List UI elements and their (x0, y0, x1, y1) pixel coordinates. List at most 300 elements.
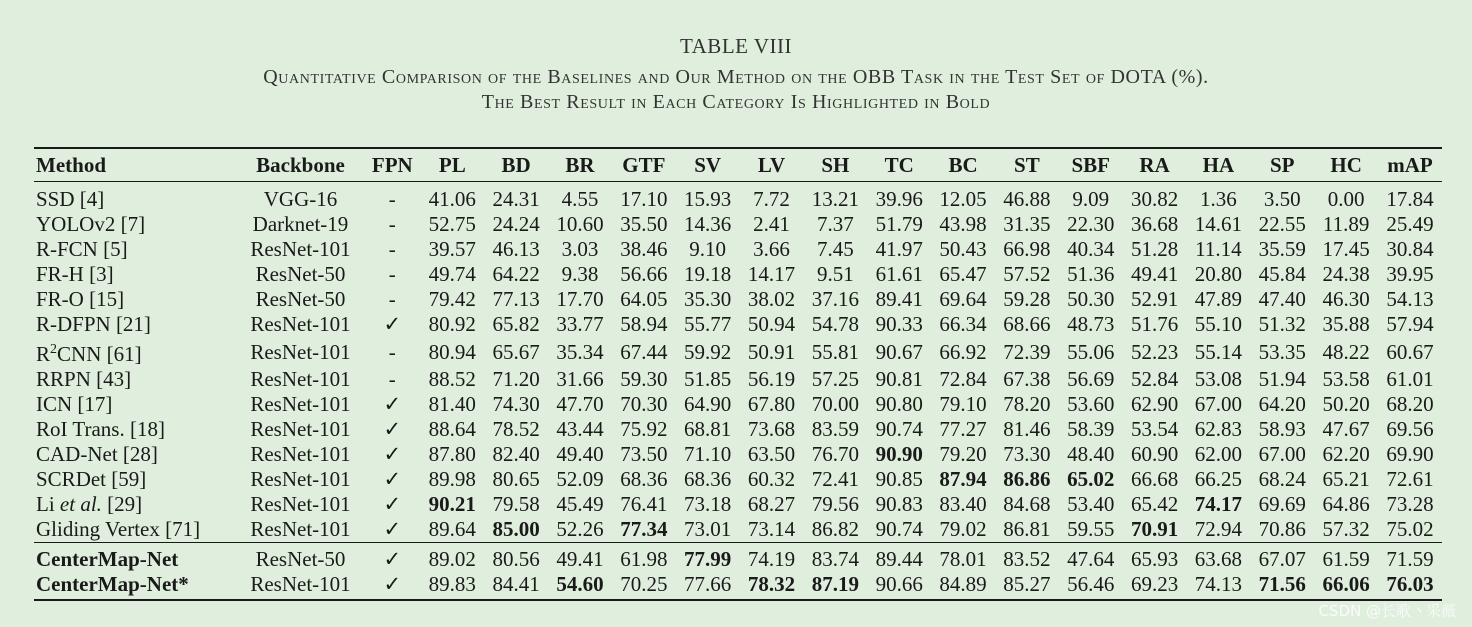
column-header-ha: HA (1202, 153, 1235, 177)
value-cell: 70.00 (811, 392, 859, 416)
value-cell: 2.41 (753, 212, 790, 236)
value-cell: 15.93 (684, 187, 732, 211)
value-cell: 50.94 (747, 312, 796, 336)
value-cell: 77.13 (492, 287, 540, 311)
value-cell: 52.23 (1130, 339, 1179, 364)
value-cell: 62.20 (1322, 442, 1370, 466)
value-cell: 39.95 (1386, 262, 1434, 286)
value-cell: 84.41 (492, 572, 540, 596)
value-cell: 0.00 (1327, 187, 1365, 211)
value-cell: ✓ (383, 517, 402, 541)
value-cell: 14.17 (747, 262, 796, 286)
value-cell: 83.74 (803, 543, 867, 573)
method-cell: R-DFPN [21] (36, 312, 151, 336)
value-cell: 7.72 (753, 187, 790, 211)
method-cell: ICN [17] (36, 392, 113, 416)
value-cell: 24.31 (492, 187, 540, 211)
value-cell: 49.74 (428, 262, 476, 286)
value-cell: 35.88 (1322, 312, 1370, 336)
value-cell: ✓ (383, 392, 402, 416)
value-cell: 82.40 (492, 442, 540, 466)
value-cell: 67.44 (620, 339, 668, 364)
backbone-cell: ResNet-101 (250, 492, 351, 516)
value-cell: 81.40 (428, 392, 476, 416)
value-cell: 50.30 (1067, 287, 1115, 311)
value-cell: 70.86 (1258, 517, 1306, 541)
value-cell: 58.39 (1067, 417, 1115, 441)
value-cell: 64.90 (684, 392, 732, 416)
backbone-cell: ResNet-101 (250, 237, 351, 261)
value-cell: 51.28 (1130, 237, 1179, 261)
value-cell: 65.93 (1123, 543, 1187, 573)
value-cell: 43.44 (556, 417, 604, 441)
value-cell: 3.66 (753, 237, 790, 261)
value-cell: 30.82 (1130, 187, 1179, 211)
value-cell: - (388, 287, 396, 311)
value-cell: 40.34 (1067, 237, 1115, 261)
value-cell: 79.56 (811, 492, 859, 516)
value-cell: 53.58 (1322, 367, 1370, 391)
value-cell: 70.30 (620, 392, 668, 416)
value-cell: 9.51 (816, 262, 854, 286)
value-cell: 72.94 (1194, 517, 1243, 541)
value-cell: ✓ (383, 417, 402, 441)
value-cell: 62.83 (1194, 417, 1243, 441)
value-cell: 53.54 (1130, 417, 1179, 441)
table-caption-label: TABLE VIII (680, 34, 792, 58)
watermark-text: CSDN @长歌丶采薇 (1318, 602, 1456, 620)
value-cell: 24.24 (492, 212, 540, 236)
value-cell: 85.27 (1003, 572, 1051, 596)
value-cell: 13.21 (811, 187, 859, 211)
table-row (34, 287, 1442, 312)
value-cell: 57.25 (811, 367, 859, 391)
value-cell: 1.36 (1200, 187, 1237, 211)
value-cell: 77.99 (676, 543, 740, 573)
value-cell: 74.17 (1194, 492, 1243, 516)
value-cell: 56.46 (1067, 572, 1115, 596)
value-cell: 66.25 (1194, 467, 1243, 491)
value-cell: 31.66 (556, 367, 604, 391)
column-header-sp: SP (1270, 153, 1295, 177)
value-cell: 68.81 (684, 417, 732, 441)
value-cell: 64.20 (1258, 392, 1306, 416)
column-header-fpn: FPN (371, 153, 413, 177)
value-cell: 14.36 (684, 212, 732, 236)
value-cell: 17.84 (1386, 187, 1434, 211)
column-header-sh: SH (821, 153, 850, 177)
value-cell: 30.84 (1386, 237, 1434, 261)
table-row (34, 337, 1442, 367)
value-cell: 37.16 (811, 287, 859, 311)
method-cell: CAD-Net [28] (36, 442, 158, 466)
table-row (34, 517, 1442, 543)
value-cell: 89.41 (875, 287, 923, 311)
value-cell: 59.30 (620, 367, 668, 391)
value-cell: 71.10 (684, 442, 732, 466)
value-cell: 36.68 (1130, 212, 1179, 236)
value-cell: 3.03 (561, 237, 599, 261)
backbone-cell: ResNet-101 (250, 367, 351, 391)
value-cell: 90.90 (875, 442, 923, 466)
value-cell: 39.57 (428, 237, 476, 261)
value-cell: 14.61 (1194, 212, 1243, 236)
value-cell: 38.46 (620, 237, 668, 261)
table-row (34, 417, 1442, 442)
value-cell: 68.27 (747, 492, 796, 516)
value-cell: 52.75 (428, 212, 476, 236)
value-cell: 83.59 (811, 417, 859, 441)
table-row (34, 467, 1442, 492)
method-cell: SCRDet [59] (36, 467, 147, 491)
value-cell: 78.01 (931, 543, 995, 573)
value-cell: 86.82 (811, 517, 859, 541)
value-cell: 73.01 (684, 517, 732, 541)
value-cell: 22.30 (1067, 212, 1115, 236)
value-cell: ✓ (364, 543, 420, 573)
value-cell: 47.67 (1322, 417, 1370, 441)
value-cell: 89.98 (428, 467, 476, 491)
value-cell: 43.98 (939, 212, 987, 236)
backbone-cell: ResNet-50 (237, 543, 364, 573)
value-cell: 51.76 (1130, 312, 1179, 336)
table-row (34, 392, 1442, 417)
value-cell: 69.64 (939, 287, 987, 311)
value-cell: 79.58 (492, 492, 540, 516)
method-cell: FR-O [15] (36, 287, 125, 311)
value-cell: 50.91 (747, 339, 796, 364)
column-header-backbone: Backbone (256, 153, 345, 177)
value-cell: 65.67 (492, 339, 540, 364)
value-cell: 35.30 (684, 287, 732, 311)
value-cell: 3.50 (1263, 187, 1301, 211)
backbone-cell: ResNet-101 (250, 392, 351, 416)
value-cell: 72.39 (1003, 339, 1051, 364)
value-cell: 90.66 (875, 572, 923, 596)
value-cell: 87.19 (811, 572, 859, 596)
value-cell: 69.90 (1386, 442, 1434, 466)
value-cell: 51.94 (1258, 367, 1306, 391)
value-cell: 73.14 (747, 517, 796, 541)
value-cell: 80.92 (428, 312, 476, 336)
value-cell: 7.37 (816, 212, 854, 236)
table-row (34, 492, 1442, 517)
value-cell: 24.38 (1322, 262, 1370, 286)
method-cell: Gliding Vertex [71] (36, 517, 201, 541)
value-cell: 31.35 (1003, 212, 1051, 236)
value-cell: 71.20 (492, 367, 540, 391)
backbone-cell: VGG-16 (263, 187, 338, 211)
table-row (34, 442, 1442, 467)
value-cell: 86.81 (1003, 517, 1051, 541)
backbone-cell: ResNet-50 (255, 287, 346, 311)
value-cell: 54.13 (1386, 287, 1434, 311)
value-cell: - (388, 187, 396, 211)
value-cell: 57.52 (1003, 262, 1051, 286)
table-header-row (34, 148, 1442, 182)
value-cell: 83.52 (995, 543, 1059, 573)
value-cell: 90.67 (875, 339, 923, 364)
value-cell: 67.07 (1250, 543, 1314, 573)
value-cell: 90.21 (428, 492, 476, 516)
value-cell: 73.28 (1386, 492, 1434, 516)
value-cell: 86.86 (1003, 467, 1051, 491)
value-cell: 55.10 (1194, 312, 1243, 336)
value-cell: 49.41 (1130, 262, 1179, 286)
value-cell: 45.49 (556, 492, 604, 516)
value-cell: 74.30 (492, 392, 540, 416)
value-cell: 84.68 (1003, 492, 1051, 516)
value-cell: ✓ (383, 492, 402, 516)
value-cell: 56.19 (747, 367, 796, 391)
value-cell: 48.22 (1322, 339, 1370, 364)
backbone-cell: ResNet-101 (250, 517, 351, 541)
table-body (34, 182, 1442, 601)
method-cell: FR-H [3] (36, 262, 114, 286)
value-cell: 78.32 (747, 572, 796, 596)
value-cell: 17.45 (1322, 237, 1370, 261)
value-cell: 63.68 (1187, 543, 1251, 573)
value-cell: 49.40 (556, 442, 604, 466)
column-header-pl: PL (438, 153, 466, 177)
value-cell: 61.61 (875, 262, 923, 286)
value-cell: 71.56 (1258, 572, 1306, 596)
value-cell: 52.91 (1130, 287, 1179, 311)
value-cell: 68.36 (684, 467, 732, 491)
value-cell: 58.94 (620, 312, 668, 336)
method-cell: Li et al. [29] (36, 492, 143, 516)
value-cell: 73.18 (684, 492, 732, 516)
value-cell: 51.85 (684, 367, 732, 391)
value-cell: 67.00 (1194, 392, 1243, 416)
value-cell: 48.73 (1067, 312, 1115, 336)
value-cell: 62.00 (1194, 442, 1243, 466)
method-cell: RoI Trans. [18] (36, 417, 165, 441)
value-cell: 35.59 (1258, 237, 1306, 261)
value-cell: 90.83 (875, 492, 923, 516)
backbone-cell: ResNet-101 (250, 417, 351, 441)
value-cell: 80.56 (484, 543, 548, 573)
value-cell: 61.98 (612, 543, 676, 573)
value-cell: 70.25 (620, 572, 668, 596)
value-cell: 79.02 (939, 517, 987, 541)
value-cell: 54.78 (811, 312, 859, 336)
value-cell: 71.59 (1378, 543, 1442, 573)
value-cell: 41.97 (875, 237, 923, 261)
column-header-map: mAP (1387, 153, 1433, 177)
value-cell: 67.38 (1003, 367, 1051, 391)
value-cell: 20.80 (1194, 262, 1243, 286)
value-cell: 88.52 (428, 367, 476, 391)
backbone-cell: ResNet-101 (250, 467, 351, 491)
value-cell: 38.02 (747, 287, 796, 311)
value-cell: 25.49 (1386, 212, 1434, 236)
column-header-gtf: GTF (622, 153, 666, 177)
value-cell: 50.20 (1322, 392, 1370, 416)
value-cell: 66.68 (1130, 467, 1179, 491)
value-cell: 73.30 (1003, 442, 1051, 466)
value-cell: 54.60 (556, 572, 604, 596)
value-cell: 63.50 (747, 442, 796, 466)
value-cell: 57.94 (1386, 312, 1434, 336)
table-row (34, 543, 1442, 573)
value-cell: 52.84 (1130, 367, 1179, 391)
table-caption-line-2: The Best Result in Each Category Is Highlighted in Bold (481, 91, 991, 113)
column-header-sbf: SBF (1071, 153, 1110, 177)
value-cell: 74.13 (1194, 572, 1243, 596)
value-cell: 69.69 (1258, 492, 1306, 516)
value-cell: ✓ (383, 312, 402, 336)
value-cell: ✓ (383, 442, 402, 466)
value-cell: 76.03 (1386, 572, 1434, 596)
value-cell: 65.82 (492, 312, 540, 336)
value-cell: 77.66 (684, 572, 732, 596)
method-cell: $R^2CNN$ [61] (36, 342, 142, 366)
value-cell: - (388, 339, 396, 364)
value-cell: 46.30 (1322, 287, 1370, 311)
column-header-sv: SV (694, 153, 722, 177)
results-table (34, 147, 1442, 601)
table-row (34, 572, 1442, 600)
value-cell: 72.61 (1386, 467, 1434, 491)
table-row (34, 312, 1442, 337)
value-cell: 73.50 (620, 442, 668, 466)
value-cell: 39.96 (875, 187, 923, 211)
value-cell: 59.92 (684, 339, 732, 364)
value-cell: 75.92 (620, 417, 668, 441)
table-row (34, 212, 1442, 237)
value-cell: 90.81 (875, 367, 923, 391)
method-cell: RRPN [43] (36, 367, 132, 391)
value-cell: 60.32 (747, 467, 796, 491)
value-cell: 52.09 (556, 467, 604, 491)
value-cell: 61.59 (1314, 543, 1378, 573)
method-cell: CenterMap-Net* (36, 572, 189, 596)
value-cell: 47.89 (1194, 287, 1243, 311)
value-cell: 78.52 (492, 417, 540, 441)
table-row (34, 367, 1442, 392)
method-cell: SSD [4] (36, 187, 105, 211)
value-cell: 46.13 (492, 237, 540, 261)
column-header-br: BR (565, 153, 595, 177)
value-cell: 90.74 (875, 517, 923, 541)
value-cell: 17.10 (620, 187, 668, 211)
value-cell: 74.19 (740, 543, 804, 573)
value-cell: 76.70 (811, 442, 859, 466)
value-cell: 85.00 (492, 517, 540, 541)
table-row (34, 237, 1442, 262)
value-cell: 56.66 (620, 262, 668, 286)
value-cell: 11.14 (1195, 237, 1242, 261)
value-cell: 53.35 (1258, 339, 1306, 364)
table-caption-line-1: Quantitative Comparison of the Baselines and Our Method on the OBB Task in the Test Set of DOTA (%). (263, 66, 1209, 88)
column-header-lv: LV (757, 153, 786, 177)
table-row (34, 182, 1442, 213)
value-cell: 66.34 (939, 312, 987, 336)
value-cell: 33.77 (556, 312, 604, 336)
backbone-cell: ResNet-50 (255, 262, 346, 286)
value-cell: 57.32 (1322, 517, 1370, 541)
value-cell: 67.80 (747, 392, 796, 416)
method-cell: CenterMap-Net (34, 543, 237, 573)
value-cell: 65.21 (1322, 467, 1370, 491)
column-header-ra: RA (1139, 153, 1170, 177)
column-header-bc: BC (948, 153, 978, 177)
value-cell: 58.93 (1258, 417, 1306, 441)
value-cell: 19.18 (684, 262, 732, 286)
value-cell: 61.01 (1386, 367, 1434, 391)
value-cell: 35.50 (620, 212, 668, 236)
value-cell: 47.70 (556, 392, 604, 416)
backbone-cell: ResNet-101 (250, 442, 351, 466)
value-cell: ✓ (383, 467, 402, 491)
value-cell: 77.27 (939, 417, 987, 441)
value-cell: 62.90 (1130, 392, 1179, 416)
value-cell: 55.77 (684, 312, 732, 336)
value-cell: 59.55 (1067, 517, 1115, 541)
value-cell: 7.45 (816, 237, 854, 261)
backbone-cell: ResNet-101 (250, 339, 351, 364)
value-cell: 4.55 (561, 187, 599, 211)
value-cell: 84.89 (939, 572, 987, 596)
value-cell: 45.84 (1258, 262, 1306, 286)
value-cell: 59.28 (1003, 287, 1051, 311)
value-cell: 90.80 (875, 392, 923, 416)
backbone-cell: ResNet-101 (250, 312, 351, 336)
value-cell: 80.65 (492, 467, 540, 491)
value-cell: 90.74 (875, 417, 923, 441)
value-cell: 50.43 (939, 237, 987, 261)
backbone-cell: Darknet-19 (252, 212, 349, 236)
value-cell: 65.47 (939, 262, 987, 286)
value-cell: - (388, 212, 396, 236)
value-cell: 52.26 (556, 517, 604, 541)
value-cell: 68.20 (1386, 392, 1434, 416)
value-cell: 22.55 (1258, 212, 1306, 236)
value-cell: 68.24 (1258, 467, 1306, 491)
value-cell: 48.40 (1067, 442, 1115, 466)
value-cell: 72.41 (811, 467, 859, 491)
method-cell: YOLOv2 [7] (36, 212, 146, 236)
value-cell: - (388, 237, 396, 261)
value-cell: 67.00 (1258, 442, 1306, 466)
value-cell: 90.85 (875, 467, 923, 491)
value-cell: 87.94 (939, 467, 987, 491)
value-cell: 73.68 (747, 417, 796, 441)
value-cell: 56.69 (1067, 367, 1115, 391)
value-cell: 64.22 (492, 262, 540, 286)
value-cell: 51.36 (1067, 262, 1115, 286)
value-cell: 66.92 (939, 339, 987, 364)
value-cell: 9.10 (689, 237, 727, 261)
value-cell: 66.06 (1322, 572, 1370, 596)
value-cell: 89.02 (420, 543, 484, 573)
value-cell: 79.20 (939, 442, 987, 466)
value-cell: 72.84 (939, 367, 987, 391)
value-cell: 10.60 (556, 212, 604, 236)
column-header-bd: BD (501, 153, 531, 177)
value-cell: 68.66 (1003, 312, 1051, 336)
value-cell: 35.34 (556, 339, 604, 364)
value-cell: 55.06 (1067, 339, 1115, 364)
value-cell: 51.79 (875, 212, 923, 236)
value-cell: 49.41 (548, 543, 612, 573)
value-cell: 79.10 (939, 392, 987, 416)
value-cell: 55.81 (811, 339, 859, 364)
value-cell: 90.33 (875, 312, 923, 336)
value-cell: 60.90 (1130, 442, 1179, 466)
value-cell: ✓ (383, 572, 402, 596)
